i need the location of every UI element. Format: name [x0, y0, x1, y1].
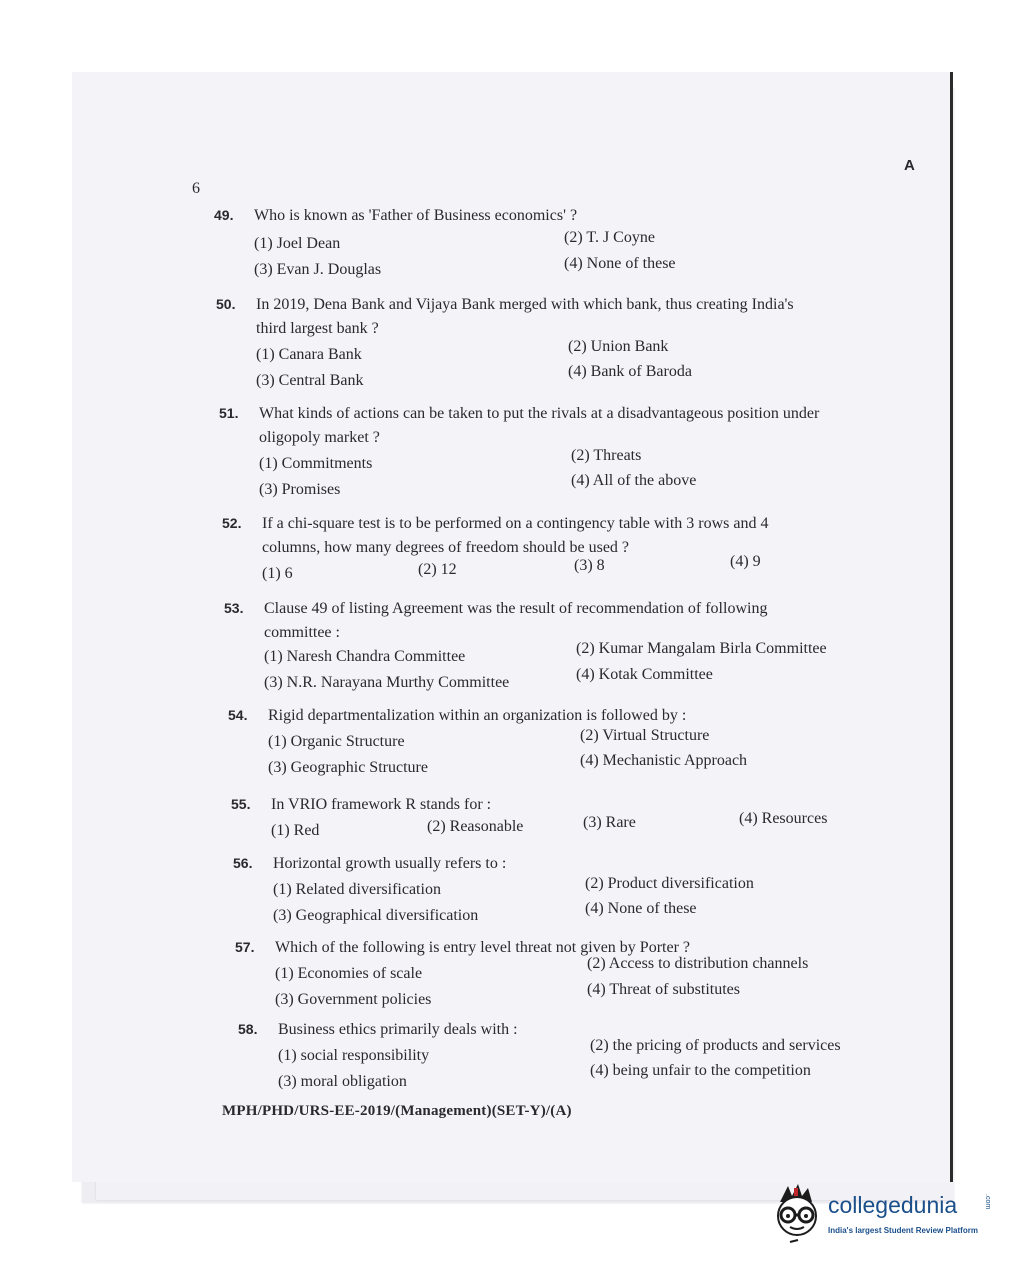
option-3: (3) 8 — [574, 557, 605, 574]
question-49 — [214, 203, 914, 283]
option-4: (4) All of the above — [571, 472, 697, 489]
option-3: (3) Rare — [583, 814, 636, 831]
question-number: 49. — [214, 207, 234, 223]
option-4: (4) Mechanistic Approach — [580, 752, 748, 769]
question-text-line-1: If a chi-square test is to be performed on a contingency table with 3 rows and 4 — [262, 515, 769, 532]
question-number: 58. — [238, 1021, 258, 1037]
option-3: (3) Geographic Structure — [268, 759, 428, 776]
option-4: (4) None of these — [564, 255, 676, 272]
question-number: 50. — [216, 296, 236, 312]
question-text: Horizontal growth usually refers to : — [273, 855, 507, 872]
question-text-line-2: oligopoly market ? — [259, 429, 380, 446]
option-1: (1) 6 — [262, 565, 293, 582]
brand-name: collegedunia — [828, 1192, 958, 1218]
question-text-line-2: committee : — [264, 624, 340, 641]
option-2: (2) Threats — [571, 447, 642, 464]
question-number: 53. — [224, 600, 244, 616]
question-text-line-1: Clause 49 of listing Agreement was the result of recommendation of following — [264, 600, 768, 617]
option-1: (1) Canara Bank — [256, 346, 362, 363]
option-3: (3) Promises — [259, 481, 341, 498]
option-4: (4) Kotak Committee — [576, 666, 713, 683]
question-number: 55. — [231, 796, 251, 812]
option-3: (3) Evan J. Douglas — [254, 261, 382, 278]
question-number: 54. — [228, 707, 248, 723]
question-58 — [238, 1017, 938, 1097]
question-54 — [228, 703, 928, 783]
option-2: (2) Access to distribution channels — [587, 955, 809, 972]
question-number: 51. — [219, 405, 239, 421]
option-3: (3) Central Bank — [256, 372, 364, 389]
collegedunia-mascot-icon — [768, 1182, 826, 1248]
option-4: (4) Resources — [739, 810, 828, 827]
option-1: (1) social responsibility — [278, 1047, 430, 1064]
question-56 — [233, 851, 933, 931]
question-text-line-2: third largest bank ? — [256, 320, 379, 337]
collegedunia-watermark[interactable] — [768, 1182, 1008, 1252]
option-2: (2) Reasonable — [427, 818, 524, 835]
brand-dotcom: .com — [984, 1194, 991, 1210]
question-number: 52. — [222, 515, 242, 531]
option-2: (2) Virtual Structure — [580, 727, 710, 744]
option-3: (3) N.R. Narayana Murthy Committee — [264, 674, 510, 691]
option-1: (1) Joel Dean — [254, 235, 341, 252]
option-1: (1) Economies of scale — [275, 965, 423, 982]
question-number: 57. — [235, 939, 255, 955]
paper-code-footer: MPH/PHD/URS-EE-2019/(Management)(SET-Y)/(A) — [222, 1103, 572, 1119]
option-2: (2) 12 — [418, 561, 457, 578]
question-53 — [224, 596, 934, 696]
question-text: Business ethics primarily deals with : — [278, 1021, 518, 1038]
option-2: (2) the pricing of products and services — [590, 1037, 841, 1054]
option-1: (1) Naresh Chandra Committee — [264, 648, 466, 665]
option-4: (4) Threat of substitutes — [587, 981, 741, 998]
option-1: (1) Red — [271, 822, 320, 839]
option-2: (2) Union Bank — [568, 338, 669, 355]
option-1: (1) Related diversification — [273, 881, 441, 898]
option-4: (4) None of these — [585, 900, 697, 917]
question-text: Which of the following is entry level threat not given by Porter ? — [275, 939, 690, 956]
question-57 — [235, 935, 935, 1015]
option-2: (2) Product diversification — [585, 875, 754, 892]
question-text: In VRIO framework R stands for : — [271, 796, 492, 813]
question-text-line-1: What kinds of actions can be taken to put the rivals at a disadvantageous position under — [259, 405, 820, 422]
option-2: (2) Kumar Mangalam Birla Committee — [576, 640, 827, 657]
option-4: (4) Bank of Baroda — [568, 363, 692, 380]
option-1: (1) Commitments — [259, 455, 373, 472]
option-4: (4) being unfair to the competition — [590, 1062, 811, 1079]
option-3: (3) Geographical diversification — [273, 907, 479, 924]
question-52 — [222, 511, 932, 586]
set-letter: A — [904, 157, 915, 174]
question-text-line-2: columns, how many degrees of freedom should be used ? — [262, 539, 630, 556]
option-4: (4) 9 — [730, 553, 761, 570]
option-2: (2) T. J Coyne — [564, 229, 655, 246]
question-text: Who is known as 'Father of Business economics' ? — [254, 207, 578, 224]
option-3: (3) Government policies — [275, 991, 432, 1008]
brand-tagline: India's largest Student Review Platform — [828, 1226, 978, 1235]
option-3: (3) moral obligation — [278, 1073, 407, 1090]
question-55 — [231, 792, 931, 847]
question-text: Rigid departmentalization within an organization is followed by : — [268, 707, 687, 724]
option-1: (1) Organic Structure — [268, 733, 405, 750]
question-number: 56. — [233, 855, 253, 871]
question-50 — [216, 292, 926, 392]
page-number: 6 — [192, 180, 200, 197]
question-51 — [219, 401, 929, 501]
question-text-line-1: In 2019, Dena Bank and Vijaya Bank merged with which bank, thus creating India's — [256, 296, 794, 313]
